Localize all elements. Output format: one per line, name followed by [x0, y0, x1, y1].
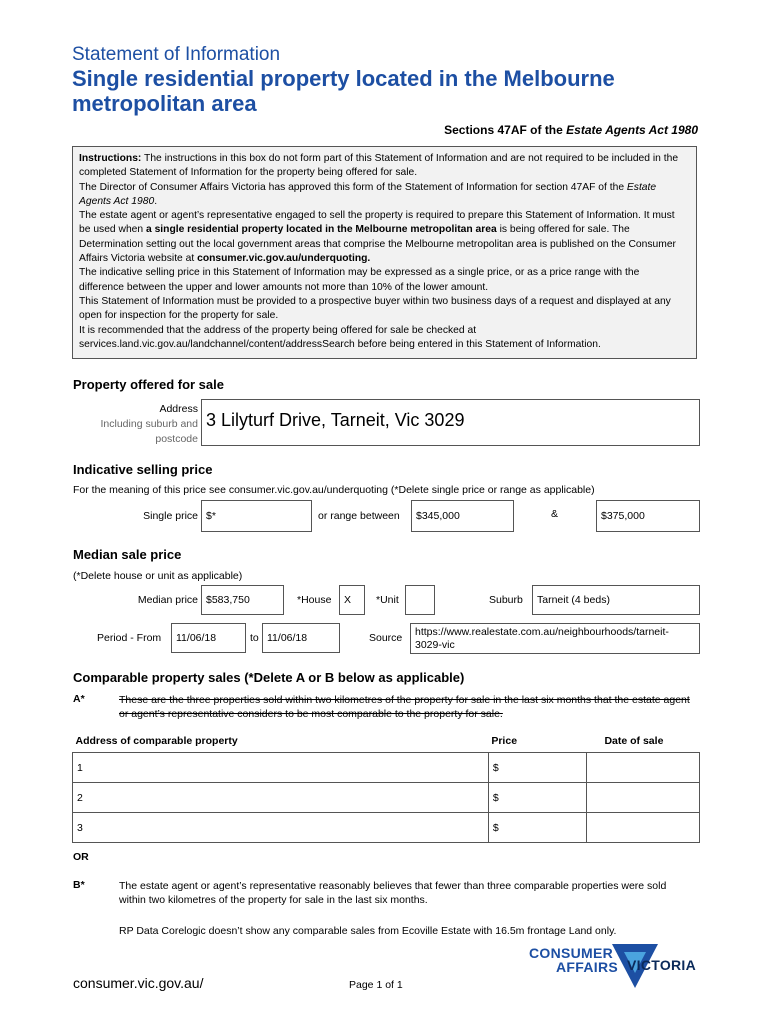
- logo-consumer-text: CONSUMER: [529, 945, 614, 961]
- period-from-label: Period - From: [97, 632, 162, 644]
- row-date-cell[interactable]: [586, 813, 699, 843]
- option-b-label: B*: [73, 879, 85, 891]
- column-header-price: Price: [488, 732, 586, 753]
- row-price-cell[interactable]: $: [488, 813, 586, 843]
- option-a-label: A*: [73, 693, 85, 705]
- indicative-heading: Indicative selling price: [73, 462, 213, 477]
- row-price-cell[interactable]: $: [488, 783, 586, 813]
- suburb-label: Suburb: [489, 594, 523, 606]
- or-label: OR: [73, 851, 89, 863]
- option-b-text: The estate agent or agent’s representative reasonably believes that fewer than three comparable properties were sold within two kilometres of the property for sale in the last six months.: [119, 880, 667, 906]
- form-subtitle: Statement of Information: [72, 44, 281, 65]
- source-label: Source: [369, 632, 403, 644]
- suburb-field[interactable]: Tarneit (4 beds): [532, 585, 700, 615]
- source-field[interactable]: https://www.realestate.com.au/neighbourhoods/tarneit-3029-vic: [410, 623, 700, 654]
- range-label: or range between: [318, 510, 400, 522]
- row-address-cell[interactable]: 2: [73, 783, 489, 813]
- column-header-date: Date of sale: [586, 732, 699, 753]
- range-ampersand: &: [551, 508, 559, 520]
- range-high-field[interactable]: $375,000: [596, 500, 700, 532]
- property-heading: Property offered for sale: [73, 377, 224, 392]
- page-title: Single residential property located in the Melbourne metropolitan area: [72, 66, 615, 116]
- median-note: (*Delete house or unit as applicable): [73, 570, 243, 582]
- address-field[interactable]: 3 Lilyturf Drive, Tarneit, Vic 3029: [201, 399, 700, 446]
- page-number: Page 1 of 1: [349, 979, 403, 991]
- median-price-field[interactable]: $583,750: [201, 585, 284, 615]
- median-heading: Median sale price: [73, 547, 182, 562]
- period-from-field[interactable]: 11/06/18: [171, 623, 246, 653]
- option-b-note: RP Data Corelogic doesn’t show any comparable sales from Ecoville Estate with 16.5m frontage Land only.: [119, 925, 617, 937]
- table-row: [73, 813, 700, 843]
- period-to-label: to: [250, 632, 259, 644]
- table-row: [73, 783, 700, 813]
- column-header-address: Address of comparable property: [73, 732, 489, 753]
- table-header-row: [73, 732, 700, 753]
- range-low-field[interactable]: $345,000: [411, 500, 514, 532]
- instructions-box: Instructions: The instructions in this box do not form part of this Statement of Information and are not required to be included in the completed Statement of Information for the property being offered for sale. The Director of Consumer Affairs Victoria has approved this form of the Statement of Information for section 47AF of the Estate Agents Act 1980. The estate agent or agent’s representative engaged to sell the property is required to prepare this Statement of Information. It must be used when a single residential property located in the Melbourne metropolitan area is being offered for sale. The Determination setting out the local government areas that comprise the Melbourne metropolitan area is published on the Consumer Affairs Victoria website at consumer.vic.gov.au/underquoting. The indicative selling price in this Statement of Information may be expressed as a single price, or as a price range with the difference between the upper and lower amounts not more than 10% of the lower amount. This Statement of Information must be provided to a prospective buyer within two business days of a request and displayed at any open for inspection for the property for sale. It is recommended that the address of the property being offered for sale be checked at services.land.vic.gov.au/landchannel/content/addressSearch before being entered in this Statement of Information.: [72, 146, 697, 359]
- logo-victoria-text: VICTORIA: [627, 957, 697, 973]
- footer-website[interactable]: consumer.vic.gov.au/: [73, 975, 204, 991]
- option-a-text: These are the three properties sold within two kilometres of the property for sale in the last six months that the estate agent or agent’s representative considers to be most comparable to the property for sale.: [119, 694, 690, 720]
- row-address-cell[interactable]: 1: [73, 753, 489, 783]
- period-to-field[interactable]: 11/06/18: [262, 623, 340, 653]
- single-price-label: Single price: [143, 510, 198, 522]
- comparable-heading: Comparable property sales (*Delete A or B below as applicable): [73, 670, 465, 685]
- single-price-field[interactable]: $*: [201, 500, 312, 532]
- table-row: [73, 753, 700, 783]
- unit-label: *Unit: [376, 594, 399, 606]
- house-label: *House: [297, 594, 332, 606]
- indicative-note: For the meaning of this price see consumer.vic.gov.au/underquoting (*Delete single price or range as applicable): [73, 484, 595, 496]
- row-date-cell[interactable]: [586, 783, 699, 813]
- row-address-cell[interactable]: 3: [73, 813, 489, 843]
- address-label: Address Including suburb and postcode: [100, 403, 198, 445]
- comparable-table: [72, 732, 700, 843]
- sections-reference: Sections 47AF of the Estate Agents Act 1980: [444, 123, 698, 137]
- unit-field[interactable]: [405, 585, 435, 615]
- median-price-label: Median price: [137, 594, 198, 606]
- row-price-cell[interactable]: $: [488, 753, 586, 783]
- consumer-affairs-logo: [527, 942, 702, 992]
- house-field[interactable]: X: [339, 585, 365, 615]
- row-date-cell[interactable]: [586, 753, 699, 783]
- logo-affairs-text: AFFAIRS: [556, 959, 618, 975]
